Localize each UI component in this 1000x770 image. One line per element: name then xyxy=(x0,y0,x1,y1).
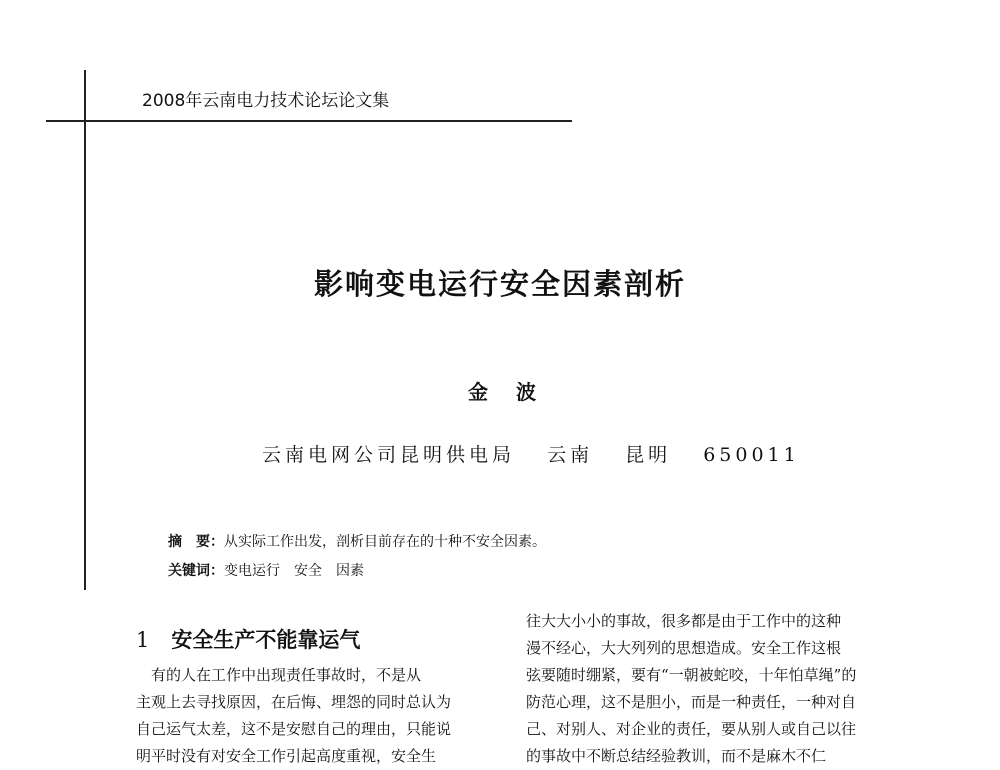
body-line: 主观上去寻找原因，在后悔、埋怨的同时总认为 xyxy=(136,693,452,711)
body-line: 有的人在工作中出现责任事故时，不是从 xyxy=(136,666,422,684)
section-heading xyxy=(136,624,360,654)
affiliation-org: 云南电网公司昆明供电局 xyxy=(262,444,516,466)
left-column xyxy=(136,662,451,770)
keywords xyxy=(168,560,364,580)
abstract-label: 摘 要： xyxy=(168,534,224,550)
body-line: 明平时没有对安全工作引起高度重视，安全生 xyxy=(136,747,437,765)
header-rule xyxy=(46,120,572,122)
keywords-label: 关键词： xyxy=(168,563,224,579)
affiliation xyxy=(262,440,822,467)
keywords-text: 变电运行 安全 因素 xyxy=(224,563,364,579)
affiliation-city: 昆明 xyxy=(625,444,672,466)
body-line: 己、对别人、对企业的责任，要从别人或自己以往 xyxy=(526,720,857,738)
body-line: 漫不经心，大大列列的思想造成。安全工作这根 xyxy=(526,639,842,657)
affiliation-postcode: 650011 xyxy=(703,444,800,466)
affiliation-province: 云南 xyxy=(547,444,594,466)
abstract-text: 从实际工作出发，剖析目前存在的十种不安全因素。 xyxy=(224,534,546,550)
paper-title: 影响变电运行安全因素剖析 xyxy=(313,267,686,301)
author-name: 金波 xyxy=(468,380,564,404)
right-column xyxy=(526,608,856,770)
body-line: 往大大小小的事故，很多都是由于工作中的这种 xyxy=(526,612,842,630)
body-line: 弦要随时绷紧，要有“一朝被蛇咬，十年怕草绳”的 xyxy=(526,666,857,684)
section-number: 1 xyxy=(136,628,150,652)
body-line: 防范心理，这不是胆小，而是一种责任，一种对自 xyxy=(526,693,857,711)
margin-vertical-rule xyxy=(84,70,86,590)
section-title: 安全生产不能靠运气 xyxy=(171,628,361,652)
running-head: 2008年云南电力技术论坛论文集 xyxy=(142,91,390,111)
body-line: 的事故中不断总结经验教训，而不是麻木不仁 xyxy=(526,747,827,765)
abstract xyxy=(168,531,546,551)
body-line: 自己运气太差，这不是安慰自己的理由，只能说 xyxy=(136,720,452,738)
